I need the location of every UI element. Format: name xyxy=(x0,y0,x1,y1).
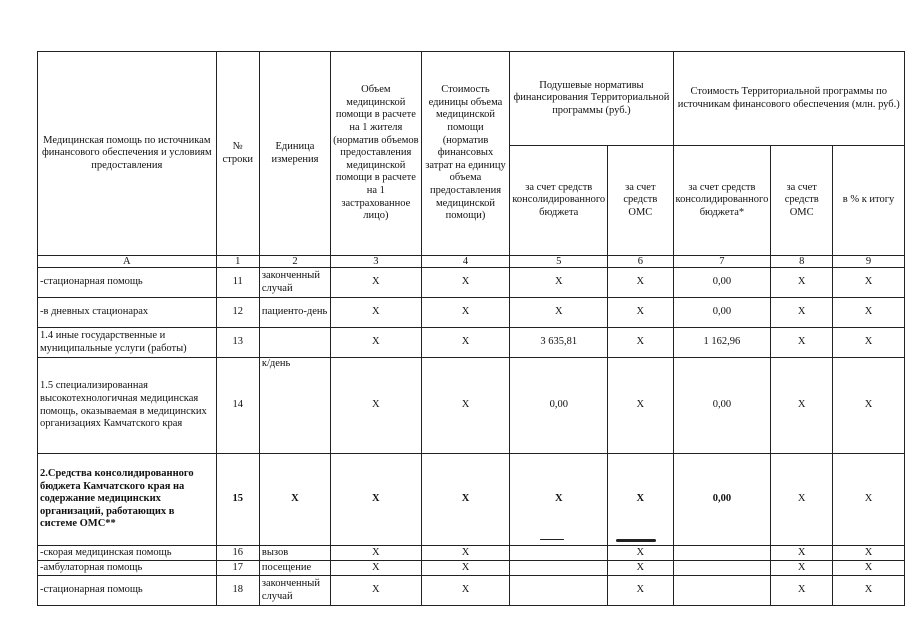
table-row xyxy=(38,358,905,454)
cell-total-oms: X xyxy=(771,298,833,328)
row-unit: пациенто-день xyxy=(259,298,330,328)
header-sub-budget-total: за счет средств консолидированного бюджета* xyxy=(673,146,771,256)
cell-percapita-oms: X xyxy=(608,358,673,454)
table-row xyxy=(38,454,905,546)
cell-total-oms: X xyxy=(771,454,833,546)
cell-volume: X xyxy=(331,454,422,546)
cell-percapita-budget: 0,00 xyxy=(510,358,608,454)
cell-volume: X xyxy=(331,268,422,298)
cell-cost: X xyxy=(421,268,510,298)
column-index-row xyxy=(38,256,905,268)
column-index: 3 xyxy=(331,256,422,268)
header-group-percapita: Подушевые нормативы финансирования Территориальной программы (руб.) xyxy=(510,52,673,146)
row-number: 15 xyxy=(216,454,259,546)
table-row xyxy=(38,328,905,358)
cell-percapita-oms: X xyxy=(608,268,673,298)
cell-percapita-oms: X xyxy=(608,328,673,358)
cell-cost: X xyxy=(421,328,510,358)
row-name: -амбулаторная помощь xyxy=(38,561,217,576)
cell-cost: X xyxy=(421,576,510,606)
cell-total-budget: 0,00 xyxy=(673,358,771,454)
table-row xyxy=(38,268,905,298)
cell-percapita-budget xyxy=(510,561,608,576)
row-number: 17 xyxy=(216,561,259,576)
pen-mark xyxy=(540,539,564,540)
cell-percent: X xyxy=(833,328,905,358)
row-unit: вызов xyxy=(259,546,330,561)
row-name: -в дневных стационарах xyxy=(38,298,217,328)
cell-cost: X xyxy=(421,561,510,576)
cell-percapita-oms: X xyxy=(608,576,673,606)
row-unit: X xyxy=(259,454,330,546)
cell-volume: X xyxy=(331,561,422,576)
cell-volume: X xyxy=(331,328,422,358)
row-name: -стационарная помощь xyxy=(38,576,217,606)
financing-table xyxy=(37,51,905,606)
cell-cost: X xyxy=(421,358,510,454)
pen-mark xyxy=(616,539,656,542)
table-row xyxy=(38,546,905,561)
row-unit: к/день xyxy=(259,358,330,454)
cell-percent: X xyxy=(833,298,905,328)
cell-percent: X xyxy=(833,576,905,606)
row-number: 13 xyxy=(216,328,259,358)
cell-total-budget xyxy=(673,576,771,606)
header-col-a: Медицинская помощь по источникам финансового обеспечения и условиям предоставления xyxy=(38,52,217,256)
cell-percent: X xyxy=(833,358,905,454)
row-name: -скорая медицинская помощь xyxy=(38,546,217,561)
row-unit: посещение xyxy=(259,561,330,576)
row-unit xyxy=(259,328,330,358)
cell-percapita-budget: X xyxy=(510,298,608,328)
cell-total-oms: X xyxy=(771,561,833,576)
cell-total-oms: X xyxy=(771,268,833,298)
header-sub-oms-total: за счет средств ОМС xyxy=(771,146,833,256)
header-col-unit: Единица измерения xyxy=(259,52,330,256)
cell-percapita-budget: X xyxy=(510,454,608,546)
header-col-volume: Объем медицинской помощи в расчете на 1 жителя (норматив объемов предоставления медицинской помощи в расчете на 1 застрахованное лицо) xyxy=(331,52,422,256)
cell-total-budget: 0,00 xyxy=(673,268,771,298)
cell-percapita-oms: X xyxy=(608,561,673,576)
cell-volume: X xyxy=(331,576,422,606)
cell-total-oms: X xyxy=(771,546,833,561)
column-index: 1 xyxy=(216,256,259,268)
cell-total-oms: X xyxy=(771,576,833,606)
cell-cost: X xyxy=(421,298,510,328)
table-row xyxy=(38,561,905,576)
cell-percapita-budget: X xyxy=(510,268,608,298)
table-row xyxy=(38,576,905,606)
row-unit: законченный случай xyxy=(259,268,330,298)
column-index: 6 xyxy=(608,256,673,268)
column-index: 4 xyxy=(421,256,510,268)
column-index: 7 xyxy=(673,256,771,268)
cell-volume: X xyxy=(331,546,422,561)
column-index: 5 xyxy=(510,256,608,268)
cell-percapita-oms: X xyxy=(608,298,673,328)
table-row xyxy=(38,298,905,328)
column-index: 9 xyxy=(833,256,905,268)
row-name: 1.4 иные государственные и муниципальные услуги (работы) xyxy=(38,328,217,358)
cell-percent: X xyxy=(833,268,905,298)
cell-percapita-budget: 3 635,81 xyxy=(510,328,608,358)
cell-percapita-oms: X xyxy=(608,546,673,561)
cell-percent: X xyxy=(833,546,905,561)
header-group-total: Стоимость Территориальной программы по источникам финансового обеспечения (млн. руб.) xyxy=(673,52,904,146)
cell-volume: X xyxy=(331,298,422,328)
cell-total-oms: X xyxy=(771,328,833,358)
column-index: 2 xyxy=(259,256,330,268)
row-name: -стационарная помощь xyxy=(38,268,217,298)
column-index: 8 xyxy=(771,256,833,268)
cell-cost: X xyxy=(421,454,510,546)
row-name: 2.Средства консолидированного бюджета Камчатского края на содержание медицинских организаций, работающих в системе ОМС** xyxy=(38,454,217,546)
header-sub-oms: за счет средств ОМС xyxy=(608,146,673,256)
financing-table-page xyxy=(37,51,905,606)
header-sub-budget: за счет средств консолидированного бюджета xyxy=(510,146,608,256)
cell-total-oms: X xyxy=(771,358,833,454)
cell-percent: X xyxy=(833,454,905,546)
cell-cost: X xyxy=(421,546,510,561)
row-number: 11 xyxy=(216,268,259,298)
cell-total-budget: 1 162,96 xyxy=(673,328,771,358)
cell-percapita-budget xyxy=(510,546,608,561)
cell-total-budget: 0,00 xyxy=(673,454,771,546)
column-index: А xyxy=(38,256,217,268)
cell-volume: X xyxy=(331,358,422,454)
cell-total-budget: 0,00 xyxy=(673,298,771,328)
cell-total-budget xyxy=(673,561,771,576)
row-number: 18 xyxy=(216,576,259,606)
cell-total-budget xyxy=(673,546,771,561)
header-col-row-no: № строки xyxy=(216,52,259,256)
cell-percent: X xyxy=(833,561,905,576)
row-unit: законченный случай xyxy=(259,576,330,606)
row-number: 12 xyxy=(216,298,259,328)
row-number: 16 xyxy=(216,546,259,561)
header-sub-percent: в % к итогу xyxy=(833,146,905,256)
row-name: 1.5 специализированная высокотехнологичная медицинская помощь, оказываемая в медицинских организациях Камчатского края xyxy=(38,358,217,454)
cell-percapita-oms: X xyxy=(608,454,673,546)
row-number: 14 xyxy=(216,358,259,454)
header-col-cost: Стоимость единицы объема медицинской помощи (норматив финансовых затрат на единицу объема предоставления медицинской помощи) xyxy=(421,52,510,256)
cell-percapita-budget xyxy=(510,576,608,606)
